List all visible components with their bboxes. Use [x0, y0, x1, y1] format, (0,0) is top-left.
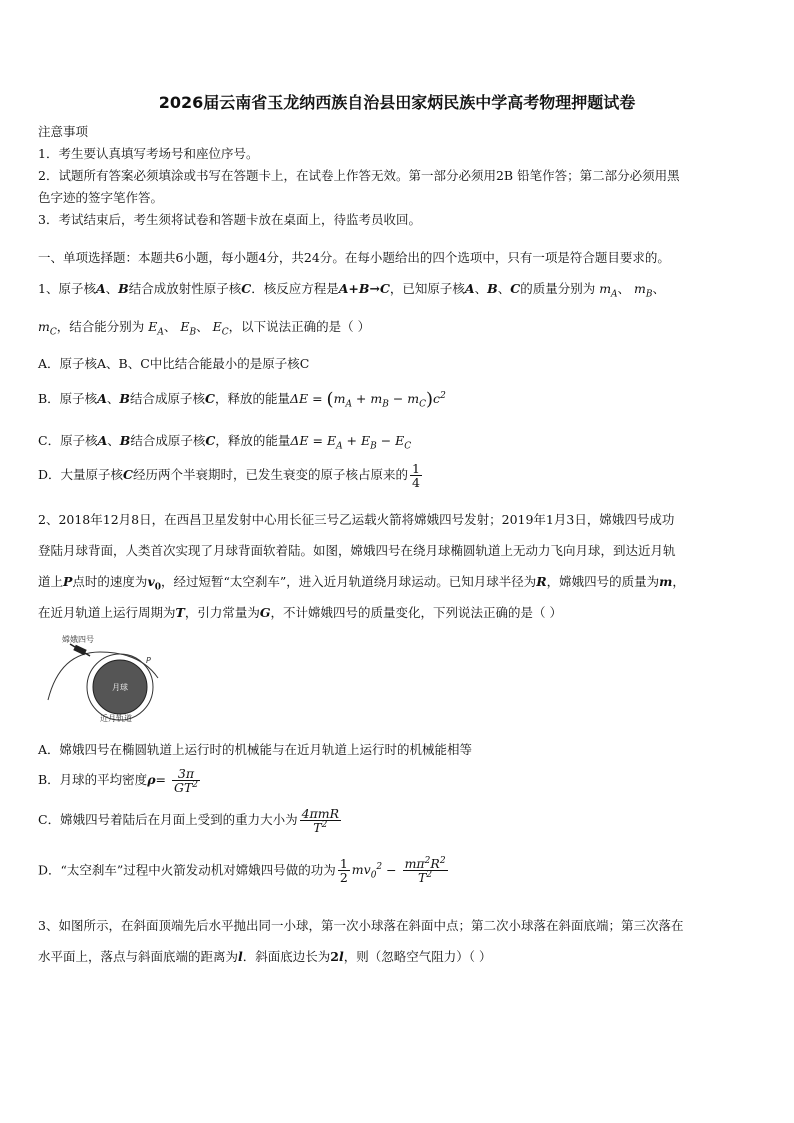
notes-heading: 注意事项: [38, 124, 89, 139]
orbit-label: 近月轨道: [100, 714, 132, 723]
section-heading: 一、单项选择题：本题共6小题，每小题4分，共24分。在每小题给出的四个选项中，只有一项是符合题目要求的。: [38, 250, 670, 265]
question-1-option-d: D．大量原子核C经历两个半衰期时，已发生衰变的原子核占原来的 $\frac{1}{4}$: [38, 461, 420, 491]
moon-label: 月球: [112, 683, 128, 692]
note-item-3: 3．考试结束后，考生须将试卷和答题卡放在桌面上，待监考员收回。: [38, 212, 421, 227]
question-2-line-3: 道上P点时的速度为$v_0$，经过短暂“太空刹车”，进入近月轨道绕月球运动。已知月球半径为R，嫦娥四号的质量为m，: [38, 574, 685, 593]
page-title: 2026届云南省玉龙纳西族自治县田家炳民族中学高考物理押题试卷: [158, 93, 636, 112]
question-2-line-4: 在近月轨道上运行周期为T，引力常量为G，不计嫦娥四号的质量变化，下列说法正确的是（ ）: [38, 605, 563, 620]
note-item-2: 2．试题所有答案必须填涂或书写在答题卡上，在试卷上作答无效。第一部分必须用2B 铅笔作答；第二部分必须用黑: [38, 168, 680, 183]
question-2-line-1: 2、2018年12月8日，在西昌卫星发射中心用长征三号乙运载火箭将嫦娥四号发射；2019年1月3日，嫦娥四号成功: [38, 512, 675, 527]
question-1-option-a: A．原子核A、B、C中比结合能最小的是原子核C: [38, 356, 310, 371]
question-3-line-2: 水平面上，落点与斜面底端的距离为l．斜面底边长为2l，则（忽略空气阻力）（ ）: [38, 949, 492, 964]
question-2-option-b: B．月球的平均密度ρ= $\frac{3\pi}{GT^2}$: [38, 766, 199, 796]
note-item-2-cont: 色字迹的签字笔作答。: [38, 190, 164, 205]
orbit-figure: [40, 630, 170, 725]
question-3-line-1: 3、如图所示，在斜面顶端先后水平抛出同一小球，第一次小球落在斜面中点；第二次小球落在斜面底端；第三次落在: [38, 918, 684, 933]
question-1-stem: 1、原子核A、B结合成放射性原子核C．核反应方程是A+B→C，已知原子核A、B、C的质量分别为 $m_A$、 $m_B$、: [38, 281, 666, 300]
probe-icon: [70, 644, 90, 656]
question-1-option-b: B．原子核A、B结合成原子核C，释放的能量$\Delta E = (m_A + m_B - m_C)c^2$: [38, 389, 446, 410]
note-item-1: 1．考生要认真填写考场号和座位序号。: [38, 146, 259, 161]
question-2-option-d: D．“太空刹车”过程中火箭发动机对嫦娥四号做的功为 $\frac{1}{2}$ $mv_0^2$ − $\frac{m\pi^2R^2}{T^2}$: [38, 856, 446, 886]
question-1-option-c: C．原子核A、B结合成原子核C，释放的能量$\Delta E = E_A + E_B - E_C$: [38, 433, 412, 452]
question-2-option-c: C．嫦娥四号着陆后在月面上受到的重力大小为 $\frac{\text{4πmR}}{T^2}$: [38, 806, 340, 836]
question-1-stem-cont: $m_C$，结合能分别为 $E_A$、 $E_B$、 $E_C$，以下说法正确的是（ ）: [38, 319, 371, 338]
question-2-line-2: 登陆月球背面，人类首次实现了月球背面软着陆。如图，嫦娥四号在绕月球椭圆轨道上无动力飞向月球，到达近月轨: [38, 543, 676, 558]
point-label: P: [146, 656, 151, 665]
question-2-option-a: A．嫦娥四号在椭圆轨道上运行时的机械能与在近月轨道上运行时的机械能相等: [38, 742, 473, 757]
probe-label: 嫦娥四号: [62, 635, 94, 644]
